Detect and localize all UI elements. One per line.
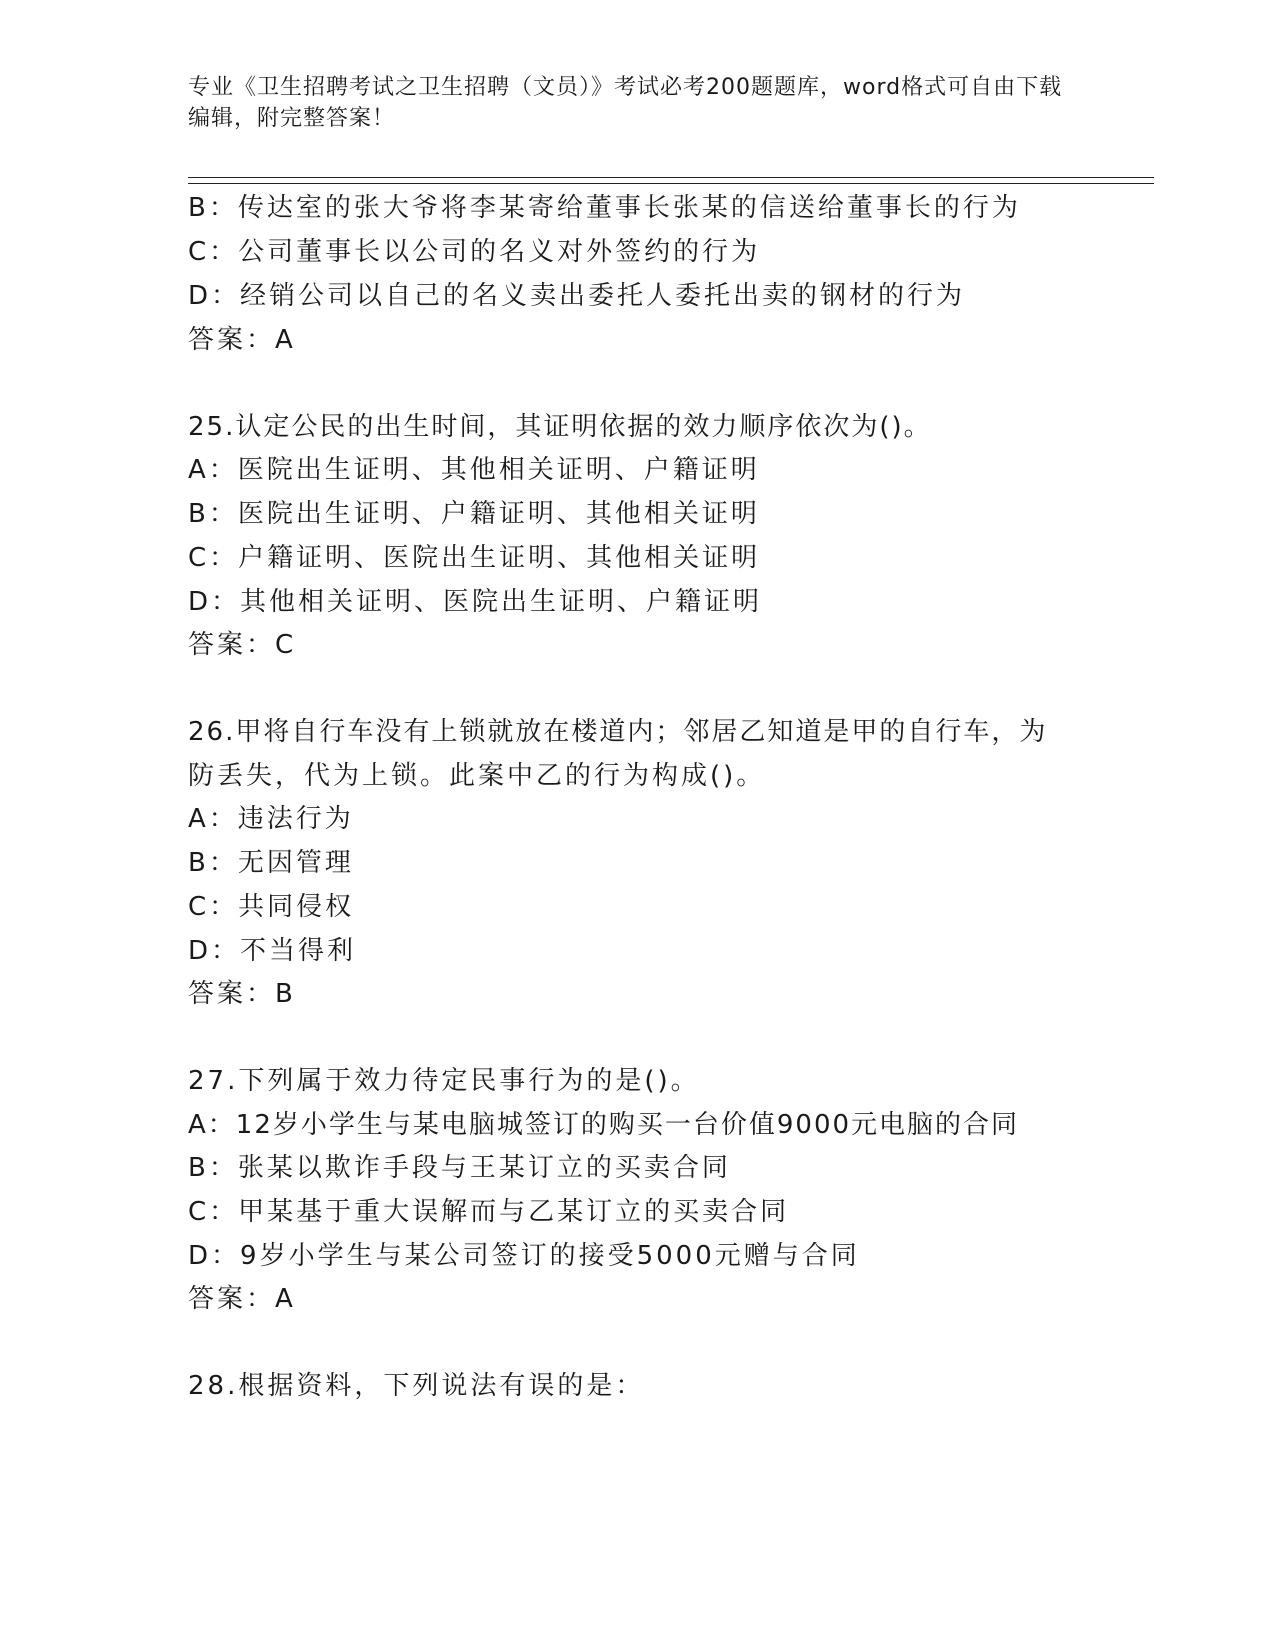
q25-option-d: D：其他相关证明、医院出生证明、户籍证明 — [188, 587, 763, 617]
q24-answer: 答案：A — [188, 325, 296, 355]
q26-option-c: C：共同侵权 — [188, 892, 355, 922]
q26-option-a: A：违法行为 — [188, 804, 354, 834]
q26-question-line2: 防丢失，代为上锁。此案中乙的行为构成()。 — [188, 761, 766, 791]
header-rule-bottom — [188, 183, 1154, 184]
q26-option-d: D：不当得利 — [188, 936, 357, 966]
q24-option-b: B：传达室的张大爷将李某寄给董事长张某的信送给董事长的行为 — [188, 193, 1021, 223]
q24-option-d: D：经销公司以自己的名义卖出委托人委托出卖的钢材的行为 — [188, 281, 966, 311]
q28-question: 28.根据资料，下列说法有误的是： — [188, 1371, 645, 1401]
q27-option-d: D：9岁小学生与某公司签订的接受5000元赠与合同 — [188, 1241, 860, 1271]
document-header: 专业《卫生招聘考试之卫生招聘（文员）》考试必考200题题库，word格式可自由下载编辑，附完整答案！ — [188, 75, 1063, 131]
q25-option-c: C：户籍证明、医院出生证明、其他相关证明 — [188, 543, 761, 573]
q25-option-a: A：医院出生证明、其他相关证明、户籍证明 — [188, 455, 760, 485]
q26-answer: 答案：B — [188, 979, 296, 1009]
q25-answer: 答案：C — [188, 630, 297, 660]
q25-question: 25.认定公民的出生时间，其证明依据的效力顺序依次为()。 — [188, 412, 932, 442]
q27-option-b: B：张某以欺诈手段与王某订立的买卖合同 — [188, 1153, 731, 1183]
q27-answer: 答案：A — [188, 1284, 296, 1314]
header-rule-top — [188, 177, 1154, 178]
q26-option-b: B：无因管理 — [188, 848, 354, 878]
q26-question-line1: 26.甲将自行车没有上锁就放在楼道内；邻居乙知道是甲的自行车，为 — [188, 717, 1048, 747]
q24-option-c: C：公司董事长以公司的名义对外签约的行为 — [188, 237, 761, 267]
q27-question: 27.下列属于效力待定民事行为的是()。 — [188, 1066, 700, 1096]
q25-option-b: B：医院出生证明、户籍证明、其他相关证明 — [188, 499, 760, 529]
q27-option-a: A：12岁小学生与某电脑城签订的购买一台价值9000元电脑的合同 — [188, 1110, 1020, 1140]
q27-option-c: C：甲某基于重大误解而与乙某订立的买卖合同 — [188, 1197, 790, 1227]
